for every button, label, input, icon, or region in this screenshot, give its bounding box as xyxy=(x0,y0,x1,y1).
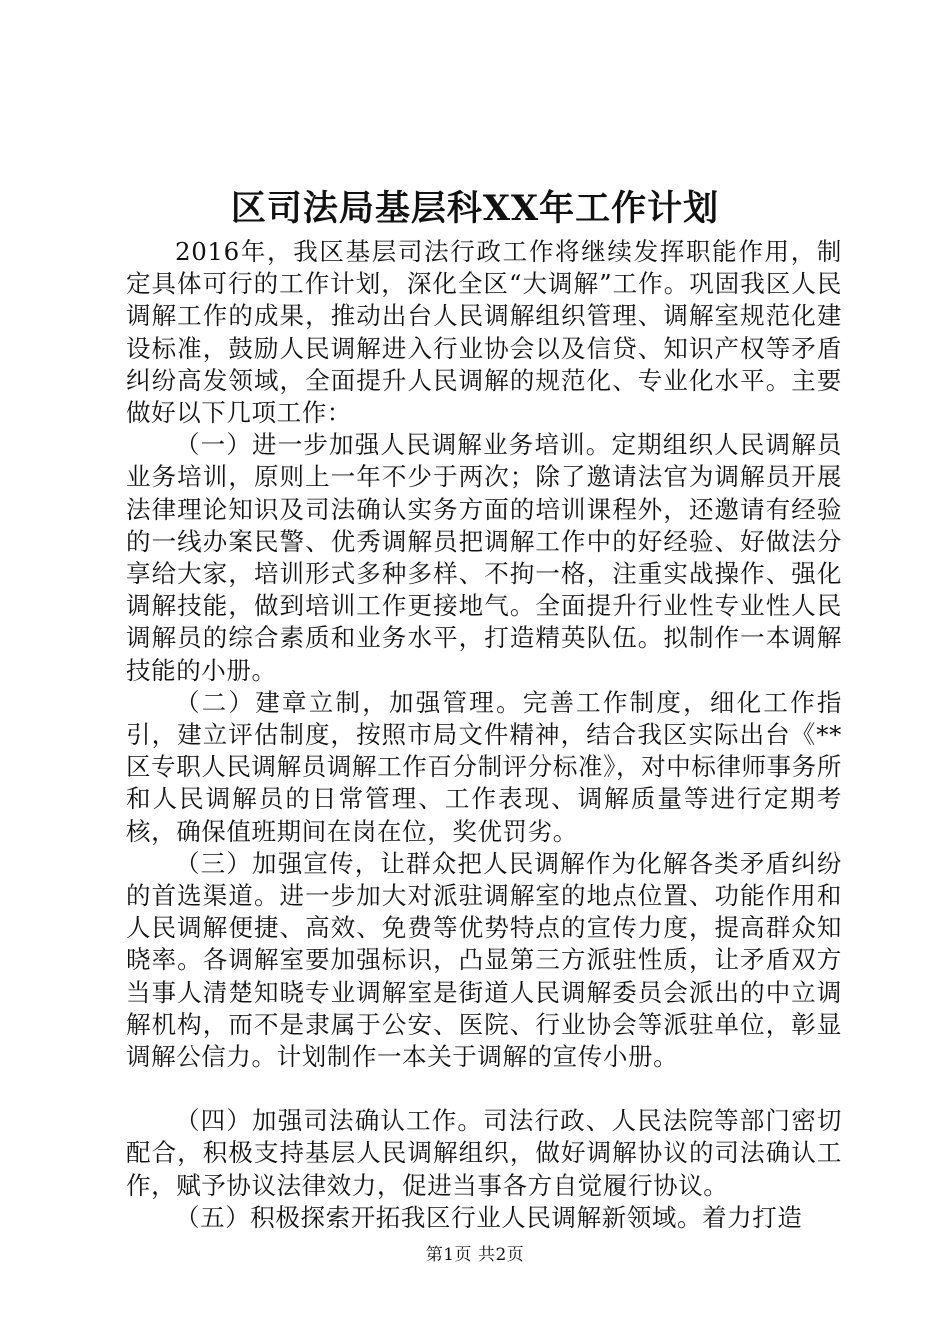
paragraph-section-5: （五）积极探索开拓我区行业人民调解新领域。着力打造 xyxy=(175,1202,803,1232)
paragraph-intro: 2016年，我区基层司法行政工作将继续发挥职能作用，制定具体可行的工作计划，深化全区“大调解”工作。巩固我区人民调解工作的成果，推动出台人民调解组织管理、调解室规范化建设标准，鼓励人民调解进入行业协会以及信贷、知识产权等矛盾纠纷高发领域，全面提升人民调解的规范化、专业化水平。主要做好以下几项工作： xyxy=(126,237,842,428)
paragraph-section-3: （三）加强宣传，让群众把人民调解作为化解各类矛盾纠纷的首选渠道。进一步加大对派驻调解室的地点位置、功能作用和人民调解便捷、高效、免费等优势特点的宣传力度，提高群众知晓率。各调解室要加强标识，凸显第三方派驻性质，让矛盾双方当事人清楚知晓专业调解室是街道人民调解委员会派出的中立调解机构，而不是隶属于公安、医院、行业协会等派驻单位，彰显调解公信力。计划制作一本关于调解的宣传小册。 xyxy=(126,848,842,1072)
document-body xyxy=(126,236,842,1234)
document-title: 区司法局基层科XX年工作计划 xyxy=(230,188,720,229)
paragraph-section-2: （二）建章立制，加强管理。完善工作制度，细化工作指引，建立评估制度，按照市局文件精神，结合我区实际出台《**区专职人民调解员调解工作百分制评分标准》，对中标律师事务所和人民调解员的日常管理、工作表现、调解质量等进行定期考核，确保值班期间在岗在位，奖优罚劣。 xyxy=(126,687,842,846)
page-number-footer: 第1页 共2页 xyxy=(425,1245,525,1265)
paragraph-section-4: （四）加强司法确认工作。司法行政、人民法院等部门密切配合，积极支持基层人民调解组织，做好调解协议的司法确认工作，赋予协议法律效力，促进当事各方自觉履行协议。 xyxy=(126,1106,842,1200)
paragraph-section-1: （一）进一步加强人民调解业务培训。定期组织人民调解员业务培训，原则上一年不少于两次；除了邀请法官为调解员开展法律理论知识及司法确认实务方面的培训课程外，还邀请有经验的一线办案民警、优秀调解员把调解工作中的好经验、好做法分享给大家，培训形式多种多样、不拘一格，注重实战操作、强化调解技能，做到培训工作更接地气。全面提升行业性专业性人民调解员的综合素质和业务水平，打造精英队伍。拟制作一本调解技能的小册。 xyxy=(126,430,842,685)
